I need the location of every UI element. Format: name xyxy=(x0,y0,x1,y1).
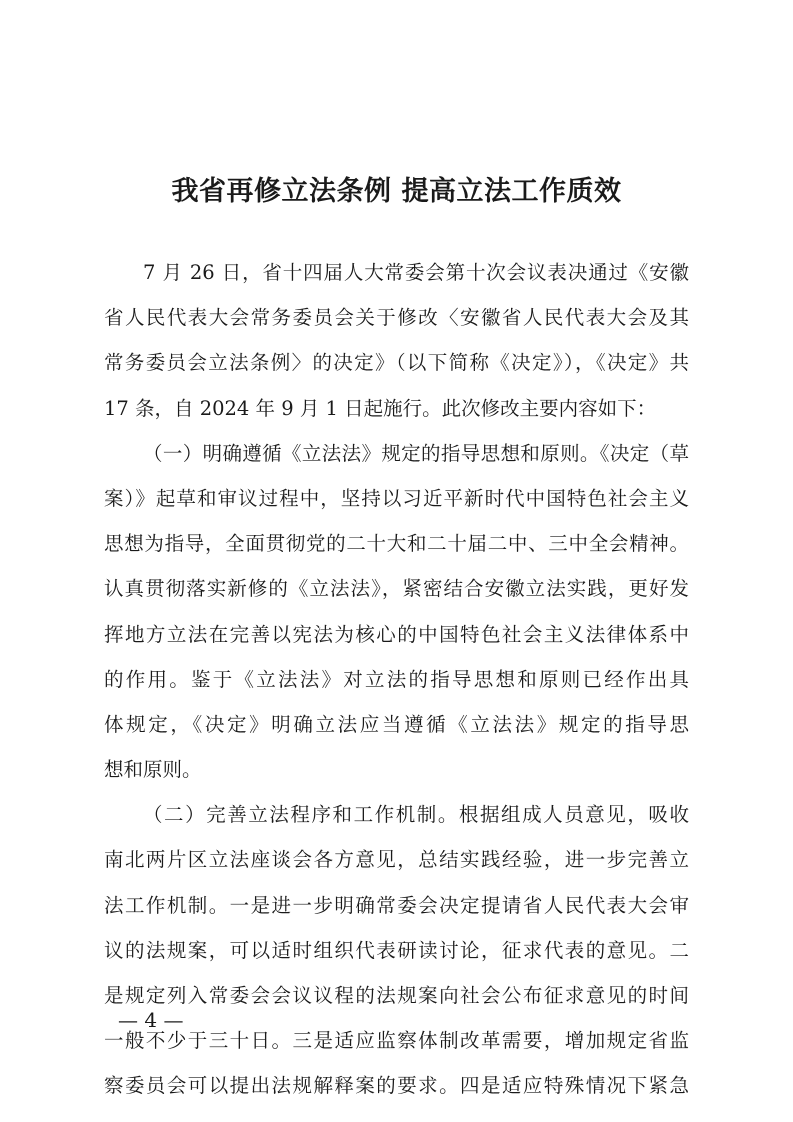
paragraph-line: 认真贯彻落实新修的《立法法》，紧密结合安徽立法实践，更好发 xyxy=(104,577,689,601)
page-number: — 4 — xyxy=(118,1008,184,1032)
page-title: 我省再修立法条例 提高立法工作质效 xyxy=(171,176,622,207)
paragraph-1 xyxy=(104,250,689,431)
document-body xyxy=(104,250,689,1109)
paragraph-line: 议的法规案，可以适时组织代表研读讨论，征求代表的意见。二 xyxy=(104,938,689,962)
paragraph-line: 案）》起草和审议过程中，坚持以习近平新时代中国特色社会主义 xyxy=(104,486,689,510)
paragraph-line: （二）完善立法程序和工作机制。根据组成人员意见，吸收 xyxy=(143,803,689,827)
paragraph-line: 南北两片区立法座谈会各方意见，总结实践经验，进一步完善立 xyxy=(104,848,689,872)
paragraph-line: 法工作机制。一是进一步明确常委会决定提请省人民代表大会审 xyxy=(104,893,689,917)
paragraph-line: 思想为指导，全面贯彻党的二十大和二十届二中、三中全会精神。 xyxy=(104,532,689,556)
paragraph-line: 常务委员会立法条例〉的决定》（以下简称《决定》），《决定》共 xyxy=(104,351,689,375)
paragraph-line: （一）明确遵循《立法法》规定的指导思想和原则。《决定（草 xyxy=(143,441,689,465)
paragraph-line: 是规定列入常委会会议议程的法规案向社会公布征求意见的时间 xyxy=(104,984,689,1007)
paragraph-line: 想和原则。 xyxy=(104,758,202,782)
paragraph-line: 一般不少于三十日。三是适应监察体制改革需要，增加规定省监 xyxy=(104,1029,689,1053)
paragraph-line: 挥地方立法在完善以宪法为核心的中国特色社会主义法律体系中 xyxy=(104,622,689,646)
paragraph-line: 体规定，《决定》明确立法应当遵循《立法法》规定的指导思 xyxy=(104,712,689,736)
paragraph-2 xyxy=(104,431,689,793)
paragraph-line: 省人民代表大会常务委员会关于修改〈安徽省人民代表大会及其 xyxy=(104,306,689,330)
paragraph-line: 7 月 26 日，省十四届人大常委会第十次会议表决通过《安徽 xyxy=(143,261,689,284)
paragraph-line: 17 条，自 2024 年 9 月 1 日起施行。此次修改主要内容如下： xyxy=(104,396,657,420)
paragraph-line: 察委员会可以提出法规解释案的要求。四是适应特殊情况下紧急 xyxy=(104,1074,689,1098)
paragraph-3 xyxy=(104,792,689,1108)
paragraph-line: 的作用。鉴于《立法法》对立法的指导思想和原则已经作出具 xyxy=(104,667,689,691)
